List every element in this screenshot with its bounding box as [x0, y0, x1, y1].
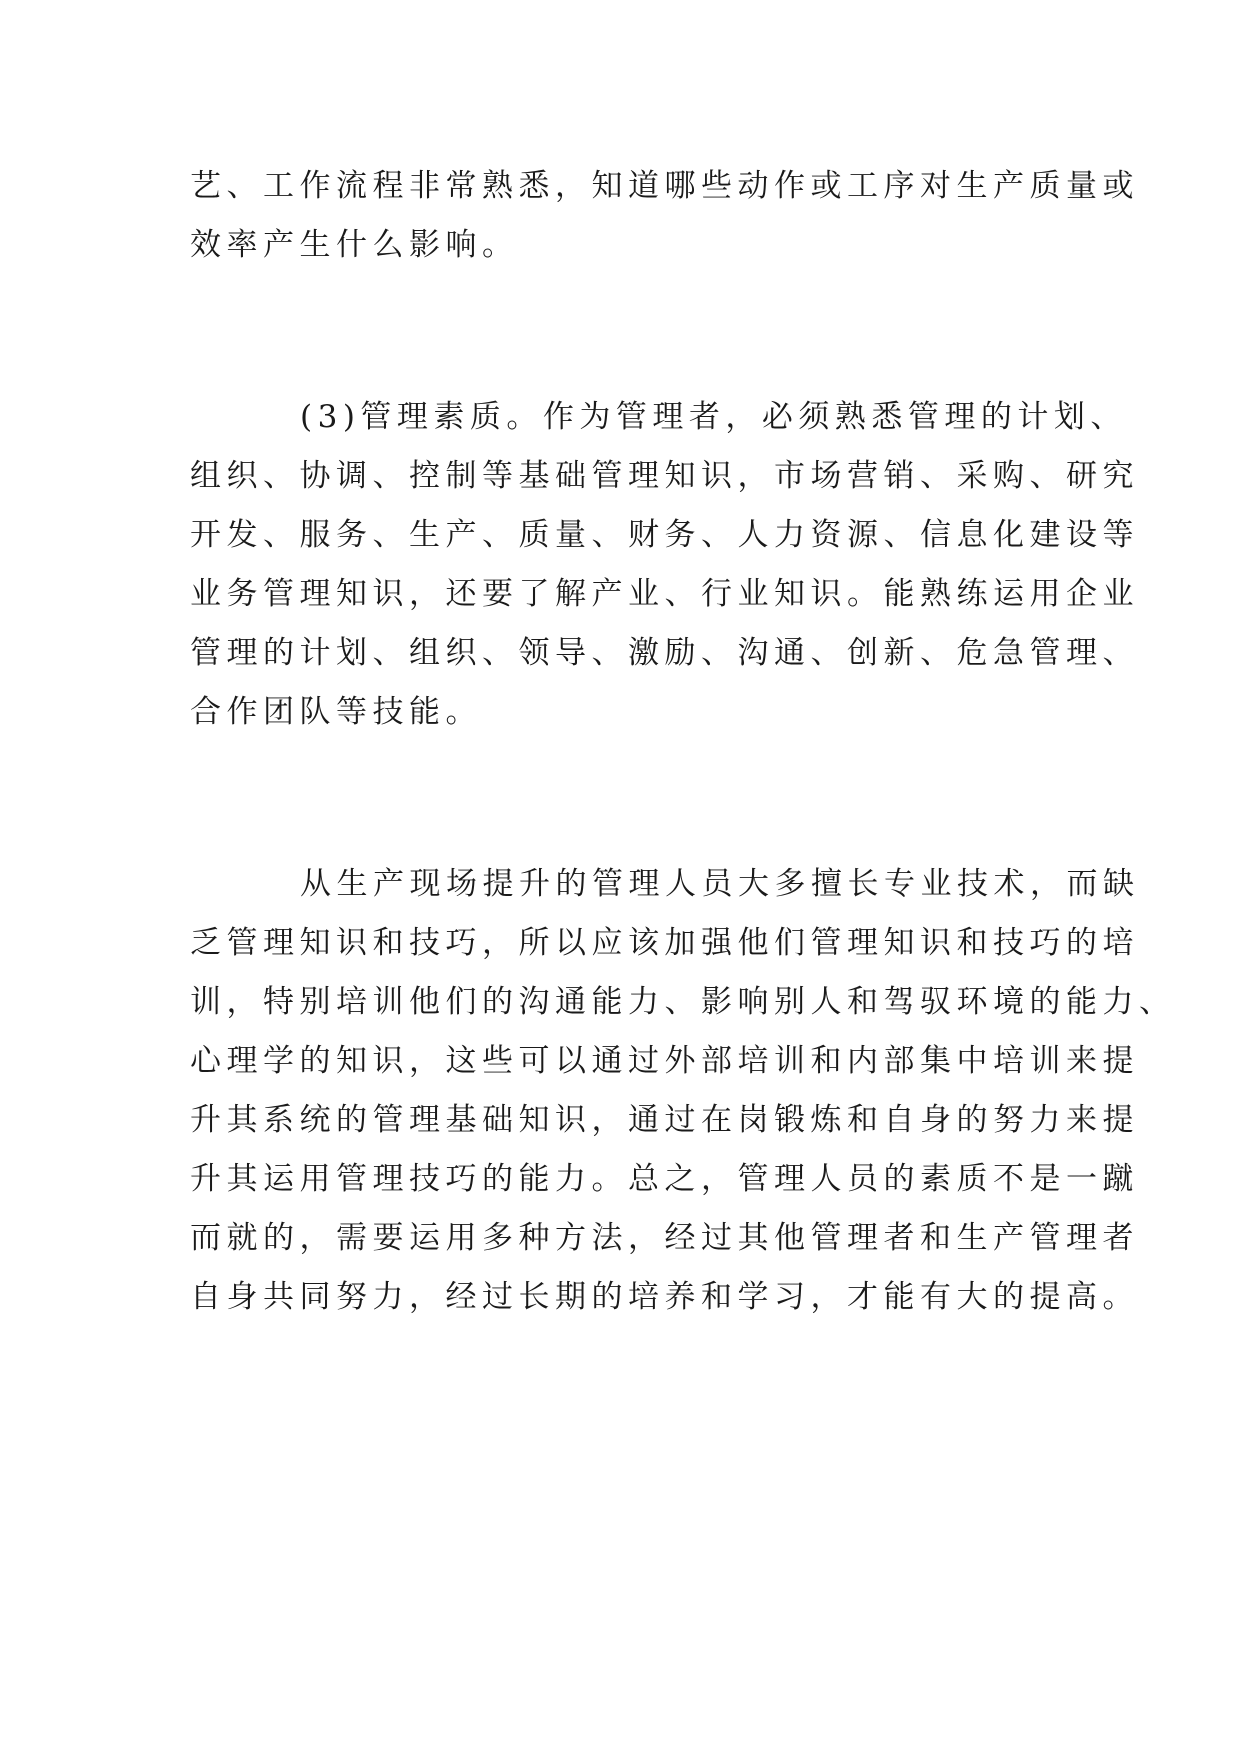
text-line: 从生产现场提升的管理人员大多擅长专业技术，而缺	[300, 866, 1140, 902]
text-line: 管理的计划、组织、领导、激励、沟通、创新、危急管理、	[190, 635, 1139, 671]
text-line: 自身共同努力，经过长期的培养和学习，才能有大的提高。	[190, 1279, 1139, 1315]
text-line: 而就的，需要运用多种方法，经过其他管理者和生产管理者	[190, 1220, 1139, 1256]
text-line: 效率产生什么影响。	[190, 227, 519, 263]
text-line: 升其运用管理技巧的能力。总之，管理人员的素质不是一蹴	[190, 1161, 1139, 1197]
text-line: 组织、协调、控制等基础管理知识，市场营销、采购、研究	[190, 458, 1139, 494]
text-line: 训，特别培训他们的沟通能力、影响别人和驾驭环境的能力、	[190, 984, 1176, 1020]
text-line: 升其系统的管理基础知识，通过在岗锻炼和自身的努力来提	[190, 1102, 1139, 1138]
text-line: 合作团队等技能。	[190, 694, 482, 730]
text-line: 业务管理知识，还要了解产业、行业知识。能熟练运用企业	[190, 576, 1139, 612]
text-line: 艺、工作流程非常熟悉，知道哪些动作或工序对生产质量或	[190, 168, 1139, 204]
text-line: 开发、服务、生产、质量、财务、人力资源、信息化建设等	[190, 517, 1139, 553]
text-line: (3)管理素质。作为管理者，必须熟悉管理的计划、	[300, 399, 1127, 435]
text-line: 乏管理知识和技巧，所以应该加强他们管理知识和技巧的培	[190, 925, 1139, 961]
text-line: 心理学的知识，这些可以通过外部培训和内部集中培训来提	[190, 1043, 1139, 1079]
